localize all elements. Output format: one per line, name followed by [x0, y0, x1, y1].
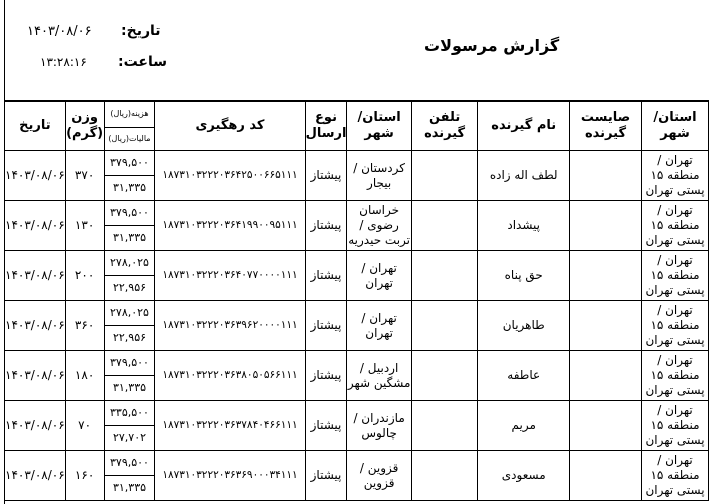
cell-tax: ۲۲,۹۵۶ — [104, 276, 155, 301]
cell-phone — [411, 401, 478, 451]
cell-site — [570, 451, 642, 501]
cell-cost: ۲۷۸,۰۲۵ — [104, 301, 155, 326]
cell-dest: مازندران / چالوس — [347, 401, 411, 451]
date-value: ۱۴۰۳/۰۸/۰۶ — [27, 24, 92, 39]
cell-type: پیشتاز — [305, 151, 347, 201]
cell-tax: ۳۱,۳۳۵ — [104, 226, 155, 251]
cell-weight: ۱۸۰ — [65, 351, 104, 401]
time-label: ساعت: — [118, 54, 168, 70]
table-row — [5, 251, 709, 276]
cell-weight: ۳۶۰ — [65, 301, 104, 351]
cell-tax: ۲۷,۷۰۲ — [104, 426, 155, 451]
cell-weight: ۱۳۰ — [65, 201, 104, 251]
cell-name: پیشداد — [478, 201, 570, 251]
table-row — [5, 151, 709, 176]
col-phone: تلفن گیرنده — [411, 102, 478, 151]
cell-phone — [411, 151, 478, 201]
cell-origin: تهران / منطقه ۱۵ پستی تهران — [642, 201, 709, 251]
cell-type: پیشتاز — [305, 301, 347, 351]
table-row — [5, 401, 709, 426]
cell-type: پیشتاز — [305, 401, 347, 451]
date-label: تاریخ: — [121, 23, 161, 39]
col-cost: هزینه(ریال) — [104, 102, 155, 128]
cell-phone — [411, 451, 478, 501]
cell-origin: تهران / منطقه ۱۵ پستی تهران — [642, 451, 709, 501]
cell-type: پیشتاز — [305, 351, 347, 401]
cell-origin: تهران / منطقه ۱۵ پستی تهران — [642, 401, 709, 451]
cell-site — [570, 351, 642, 401]
col-site: صایست گیرنده — [570, 102, 642, 151]
cell-origin: تهران / منطقه ۱۵ پستی تهران — [642, 251, 709, 301]
cell-dest: اردبیل / مشگین شهر — [347, 351, 411, 401]
cell-cost: ۲۷۸,۰۲۵ — [104, 251, 155, 276]
cell-name: عاطفه — [478, 351, 570, 401]
table-row — [5, 301, 709, 326]
cell-tracking: ۱۸۷۳۱۰۳۲۲۲۰۳۶۴۰۷۷۰۰۰۰۱۱۱ — [155, 251, 305, 301]
cell-origin: تهران / منطقه ۱۵ پستی تهران — [642, 351, 709, 401]
cell-tracking: ۱۸۷۳۱۰۳۲۲۲۰۳۶۳۹۶۲۰۰۰۰۱۱۱ — [155, 301, 305, 351]
cell-date: ۱۴۰۳/۰۸/۰۶ — [5, 201, 66, 251]
col-date: تاریخ — [5, 102, 66, 151]
cell-name: طاهریان — [478, 301, 570, 351]
cell-tax: ۳۱,۳۳۵ — [104, 176, 155, 201]
cell-cost: ۳۷۹,۵۰۰ — [104, 151, 155, 176]
cell-type: پیشتاز — [305, 201, 347, 251]
cell-phone — [411, 251, 478, 301]
col-origin: استان/ شهر — [642, 102, 709, 151]
cell-date: ۱۴۰۳/۰۸/۰۶ — [5, 251, 66, 301]
cell-phone — [411, 301, 478, 351]
cell-date: ۱۴۰۳/۰۸/۰۶ — [5, 301, 66, 351]
cell-date: ۱۴۰۳/۰۸/۰۶ — [5, 451, 66, 501]
report-title: گزارش مرسولات — [424, 36, 560, 55]
cell-dest: تهران / تهران — [347, 301, 411, 351]
cell-site — [570, 151, 642, 201]
cell-tracking: ۱۸۷۳۱۰۳۲۲۲۰۳۶۳۸۰۵۰۵۶۶۱۱۱ — [155, 351, 305, 401]
cell-site — [570, 251, 642, 301]
col-dest: استان/ شهر — [347, 102, 411, 151]
cell-cost: ۳۳۵,۵۰۰ — [104, 401, 155, 426]
cell-phone — [411, 201, 478, 251]
cell-tracking: ۱۸۷۳۱۰۳۲۲۲۰۳۶۳۷۸۴۰۴۶۶۱۱۱ — [155, 401, 305, 451]
cell-weight: ۷۰ — [65, 401, 104, 451]
cell-date: ۱۴۰۳/۰۸/۰۶ — [5, 151, 66, 201]
cell-origin: تهران / منطقه ۱۵ پستی تهران — [642, 301, 709, 351]
cell-dest: قزوین / قزوین — [347, 451, 411, 501]
col-tax: مالیات(ریال) — [104, 127, 155, 150]
cell-date: ۱۴۰۳/۰۸/۰۶ — [5, 351, 66, 401]
cell-site — [570, 401, 642, 451]
cell-cost: ۳۷۹,۵۰۰ — [104, 451, 155, 476]
col-weight: وزن (گرم) — [65, 102, 104, 151]
table-row — [5, 201, 709, 226]
cell-phone — [411, 351, 478, 401]
cell-weight: ۱۶۰ — [65, 451, 104, 501]
cell-tracking: ۱۸۷۳۱۰۳۲۲۲۰۳۶۴۱۹۹۰۰۹۵۱۱۱ — [155, 201, 305, 251]
cell-site — [570, 301, 642, 351]
cell-tax: ۳۱,۳۳۵ — [104, 376, 155, 401]
col-type: نوع ارسال — [305, 102, 347, 151]
cell-dest: خراسان رضوی / تربت حیدریه — [347, 201, 411, 251]
cell-name: مسعودی — [478, 451, 570, 501]
cell-tracking: ۱۸۷۳۱۰۳۲۲۲۰۳۶۳۶۹۰۰۰۳۴۱۱۱ — [155, 451, 305, 501]
cell-name: مریم — [478, 401, 570, 451]
cell-tax: ۲۲,۹۵۶ — [104, 326, 155, 351]
cell-site — [570, 201, 642, 251]
shipments-table — [4, 101, 709, 501]
col-name: نام گیرنده — [478, 102, 570, 151]
cell-name: لطف اله زاده — [478, 151, 570, 201]
cell-tracking: ۱۸۷۳۱۰۳۲۲۲۰۳۶۴۲۵۰۰۶۶۵۱۱۱ — [155, 151, 305, 201]
cell-dest: تهران / تهران — [347, 251, 411, 301]
cell-type: پیشتاز — [305, 451, 347, 501]
cell-origin: تهران / منطقه ۱۵ پستی تهران — [642, 151, 709, 201]
cell-tax: ۳۱,۳۳۵ — [104, 476, 155, 501]
col-tracking: کد رهگیری — [155, 102, 305, 151]
cell-cost: ۳۷۹,۵۰۰ — [104, 201, 155, 226]
time-value: ۱۳:۲۸:۱۶ — [40, 55, 87, 69]
cell-type: پیشتاز — [305, 251, 347, 301]
cell-weight: ۳۷۰ — [65, 151, 104, 201]
cell-cost: ۳۷۹,۵۰۰ — [104, 351, 155, 376]
cell-date: ۱۴۰۳/۰۸/۰۶ — [5, 401, 66, 451]
cell-weight: ۲۰۰ — [65, 251, 104, 301]
table-row — [5, 451, 709, 476]
table-row — [5, 351, 709, 376]
cell-dest: کردستان / بیجار — [347, 151, 411, 201]
cell-name: حق پناه — [478, 251, 570, 301]
